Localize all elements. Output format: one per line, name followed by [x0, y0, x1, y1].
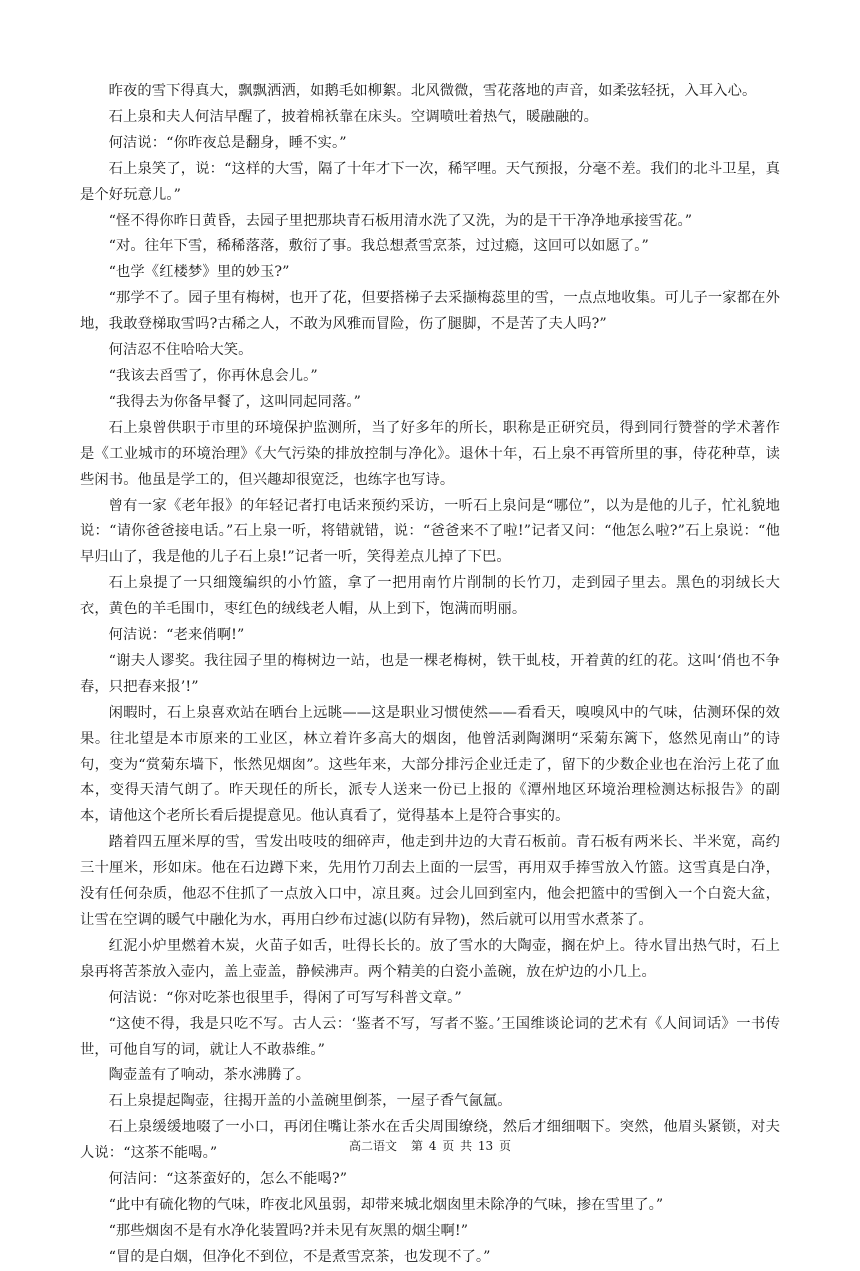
paragraph: “谢夫人谬奖。我往园子里的梅树边一站，也是一棵老梅树，铁干虬枝，开着黄的红的花。这叫‘俏也不争春，只把春来报’!”	[80, 652, 780, 695]
paragraph: 何洁忍不住哈哈大笑。	[108, 342, 253, 359]
paragraph: 红泥小炉里燃着木炭，火苗子如舌，吐得长长的。放了雪水的大陶壶，搁在炉上。待水冒出热气时，石上泉再将苦茶放入壶内，盖上壶盖，静候沸声。两个精美的白瓷小盖碗，放在炉边的小几上。	[80, 937, 780, 980]
paragraph: 踏着四五厘米厚的雪，雪发出吱吱的细碎声，他走到井边的大青石板前。青石板有两米长、半米宽，高约三十厘米，形如床。他在石边蹲下来，先用竹刀刮去上面的一层雪，再用双手捧雪放入竹篮。这雪真是白净，没有任何杂质，他忍不住抓了一点放入口中，凉且爽。过会儿回到室内，他会把篮中的雪倒入一个白瓷大盆，让雪在空调的暖气中融化为水，再用白纱布过滤(以防有异物)，然后就可以用雪水煮茶了。	[80, 834, 780, 928]
paragraph: “那学不了。园子里有梅树，也开了花，但要搭梯子去采撷梅蕊里的雪，一点点地收集。可儿子一家都在外地，我敢登梯取雪吗?古稀之人，不敢为风雅而冒险，伤了腿脚，不是苦了夫人吗?”	[80, 290, 780, 333]
paragraph: 昨夜的雪下得真大，飘飘洒洒，如鹅毛如柳絮。北风微微，雪花落地的声音，如柔弦轻抚，入耳入心。	[108, 83, 757, 99]
paragraph: “那些烟囱不是有水净化装置吗?并未见有灰黑的烟尘啊!”	[108, 1222, 469, 1239]
paragraph: “这使不得，我是只吃不写。古人云：‘鉴者不写，写者不鉴。’王国维谈论词的艺术有《人间词话》一书传世，可他自写的词，就让人不敢恭维。”	[80, 1015, 780, 1058]
paragraph: 闲暇时，石上泉喜欢站在晒台上远眺——这是职业习惯使然——看看天，嗅嗅风中的气味，估测环保的效果。往北望是本市原来的工业区，林立着许多高大的烟囱，他曾活剥陶渊明“采菊东篱下，悠然见南山”的诗句，变为“赏菊东墙下，怅然见烟囱”。这些年来，大部分排污企业迁走了，留下的少数企业也在治污上花了血本，变得天清气朗了。昨天现任的所长，派专人送来一份已上报的《潭州地区环境治理检测达标报告》的副本，请他这个老所长看后提提意见。他认真看了，觉得基本上是符合事实的。	[80, 704, 780, 825]
footer-subject: 高二语文	[349, 1139, 398, 1153]
paragraph: 石上泉提了一只细篾编织的小竹篮，拿了一把用南竹片削制的长竹刀，走到园子里去。黑色的羽绒长大衣，黄色的羊毛围巾，枣红色的绒线老人帽，从上到下，饱满而明丽。	[80, 575, 780, 618]
paragraph: 石上泉提起陶壶，往揭开盖的小盖碗里倒茶，一屋子香气氤氲。	[108, 1093, 512, 1110]
paragraph: 曾有一家《老年报》的年轻记者打电话来预约采访，一听石上泉问是“哪位”，以为是他的儿子，忙礼貌地说：“请你爸爸接电话。”石上泉一听，将错就错，说：“爸爸来不了啦!”记者又问：“他怎么啦?”石上泉说：“他早归山了，我是他的儿子石上泉!”记者一听，笑得差点儿掉了下巴。	[80, 497, 780, 566]
paragraph: 石上泉笑了，说：“这样的大雪，隔了十年才下一次，稀罕哩。天气预报，分毫不差。我们的北斗卫星，真是个好玩意儿。”	[80, 160, 780, 203]
paragraph: “此中有硫化物的气味，昨夜北风虽弱，却带来城北烟囱里未除净的气味，掺在雪里了。”	[108, 1196, 664, 1213]
paragraph: 石上泉缓缓地啜了一小口，再闭住嘴让茶水在舌尖周围缭绕，然后才细细咽下。突然，他眉头紧锁，对夫人说：“这茶不能喝。”	[80, 1119, 780, 1162]
paragraph: 陶壶盖有了响动，茶水沸腾了。	[108, 1067, 311, 1084]
paragraph: “冒的是白烟，但净化不到位，不是煮雪烹茶，也发现不了。”	[108, 1248, 491, 1265]
document-body	[80, 79, 780, 1271]
paragraph: “也学《红楼梦》里的妙玉?”	[108, 264, 290, 281]
paragraph: 石上泉曾供职于市里的环境保护监测所，当了好多年的所长，职称是正研究员，得到同行赞誉的学术著作是《工业城市的环境治理》《大气污染的排放控制与净化》。退休十年，石上泉不再管所里的事，侍花种草，读些闲书。他虽是学工的，但兴趣却很宽泛，也练字也写诗。	[80, 419, 780, 488]
paragraph: 石上泉和夫人何洁早醒了，披着棉袄靠在床头。空调喷吐着热气，暖融融的。	[108, 108, 599, 125]
paragraph: 何洁说：“老来俏啊!”	[108, 627, 245, 644]
footer-page-number: 第 4 页 共 13 页	[411, 1139, 511, 1153]
paragraph: “对。往年下雪，稀稀落落，敷衍了事。我总想煮雪烹茶，过过瘾，这回可以如愿了。”	[108, 238, 649, 255]
paragraph: 何洁说：“你对吃茶也很里手，得闲了可写写科普文章。”	[108, 989, 462, 1006]
page-footer	[0, 1137, 860, 1154]
paragraph: “我得去为你备早餐了，这叫同起同落。”	[108, 393, 362, 410]
paragraph: “我该去舀雪了，你再休息会儿。”	[108, 367, 318, 384]
paragraph: 何洁说：“你昨夜总是翻身，睡不实。”	[108, 134, 347, 151]
paragraph: 何洁问：“这茶蛮好的，怎么不能喝?”	[108, 1171, 348, 1188]
paragraph: “怪不得你昨日黄昏，去园子里把那块青石板用清水洗了又洗，为的是干干净净地承接雪花。”	[108, 212, 693, 229]
